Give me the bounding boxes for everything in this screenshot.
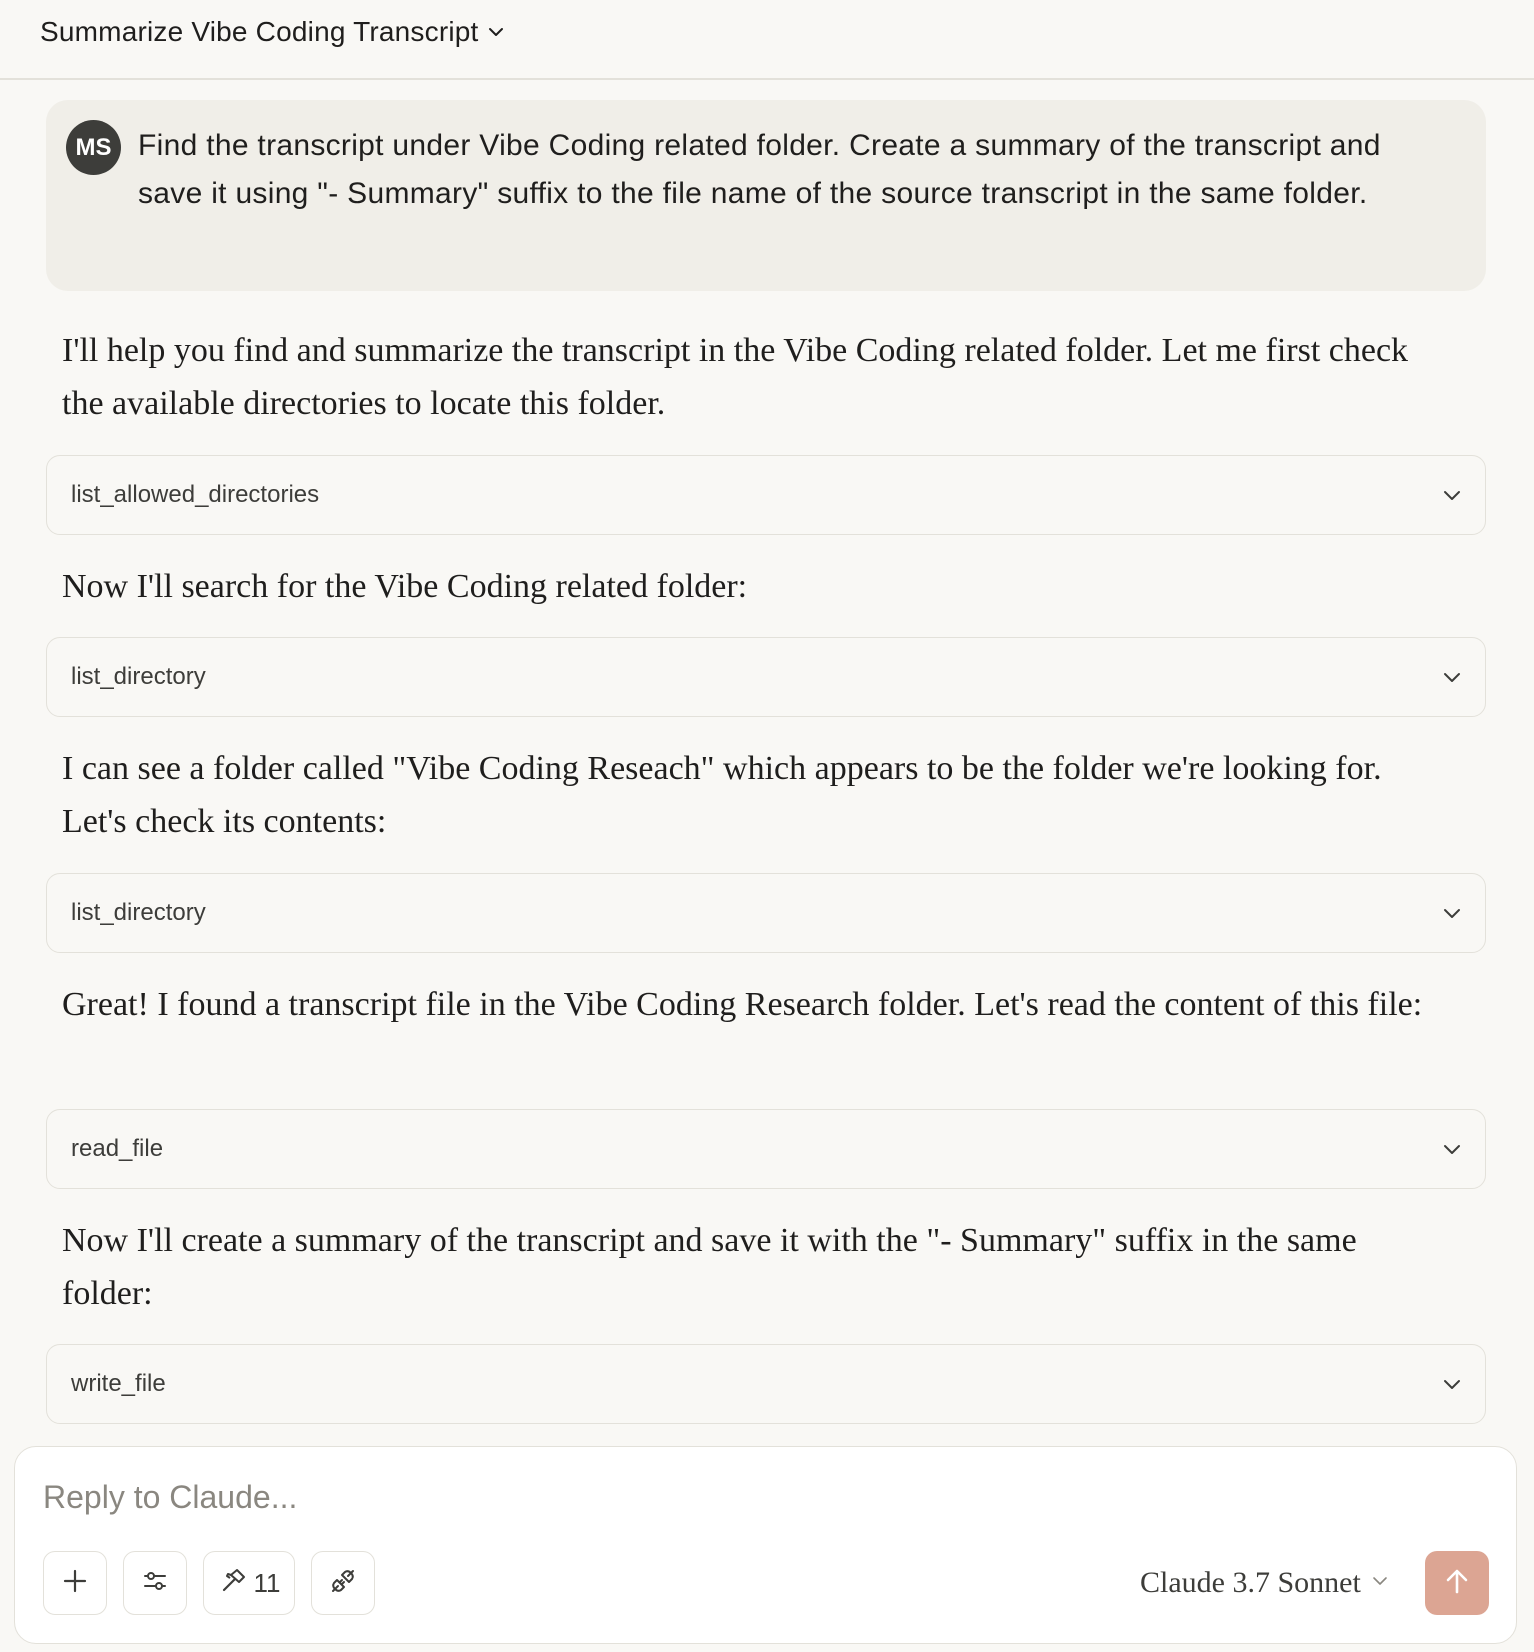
assistant-message-text: I'll help you find and summarize the transcript in the Vibe Coding related folder. Let me first check the available directories to locate this folder. (62, 332, 1409, 422)
avatar: MS (66, 120, 121, 175)
chevron-down-icon (487, 23, 505, 41)
user-message-text: Find the transcript under Vibe Coding related folder. Create a summary of the transcript and save it using "- Summary" suffix to the file name of the source transcript in the same folder. (138, 129, 1381, 210)
model-selector[interactable] (1140, 1561, 1389, 1605)
tools-button[interactable] (203, 1551, 295, 1615)
integrations-button[interactable] (311, 1551, 375, 1615)
hammer-icon (218, 1566, 248, 1601)
add-attachment-button[interactable] (43, 1551, 107, 1615)
sliders-icon (141, 1567, 169, 1600)
send-button[interactable] (1425, 1551, 1489, 1615)
tool-call-block[interactable] (46, 873, 1486, 953)
assistant-message-text: Now I'll search for the Vibe Coding related folder: (62, 568, 748, 605)
tool-name: list_allowed_directories (71, 481, 320, 508)
chat-title-dropdown[interactable] (40, 14, 505, 50)
tools-count: 11 (253, 1567, 281, 1598)
user-message (46, 100, 1486, 291)
reply-composer (14, 1446, 1517, 1644)
tool-call-block[interactable] (46, 637, 1486, 717)
chat-title: Summarize Vibe Coding Transcript (40, 16, 479, 47)
assistant-message-text: I can see a folder called "Vibe Coding Reseach" which appears to be the folder we're looking for. Let's check its contents: (62, 750, 1382, 840)
chevron-down-icon (1441, 484, 1463, 511)
plus-icon (61, 1567, 89, 1600)
arrow-up-icon (1442, 1566, 1472, 1601)
tool-call-block[interactable] (46, 455, 1486, 535)
settings-button[interactable] (123, 1551, 187, 1615)
plug-icon (328, 1566, 358, 1601)
assistant-message-text: Great! I found a transcript file in the Vibe Coding Research folder. Let's read the content of this file: (62, 986, 1423, 1023)
chevron-down-icon (1371, 1572, 1389, 1595)
chevron-down-icon (1441, 666, 1463, 693)
model-name: Claude 3.7 Sonnet (1140, 1566, 1361, 1599)
assistant-message-text: Now I'll create a summary of the transcript and save it with the "- Summary" suffix in the same folder: (62, 1222, 1357, 1312)
chevron-down-icon (1441, 1138, 1463, 1165)
tool-name: read_file (71, 1135, 164, 1162)
chat-header (0, 0, 1534, 80)
tool-name: write_file (71, 1370, 166, 1397)
tool-name: list_directory (71, 899, 206, 926)
tool-name: list_directory (71, 663, 206, 690)
chevron-down-icon (1441, 1373, 1463, 1400)
chevron-down-icon (1441, 902, 1463, 929)
tool-call-block[interactable] (46, 1109, 1486, 1189)
reply-input[interactable] (43, 1475, 1443, 1519)
tool-call-block[interactable] (46, 1344, 1486, 1424)
